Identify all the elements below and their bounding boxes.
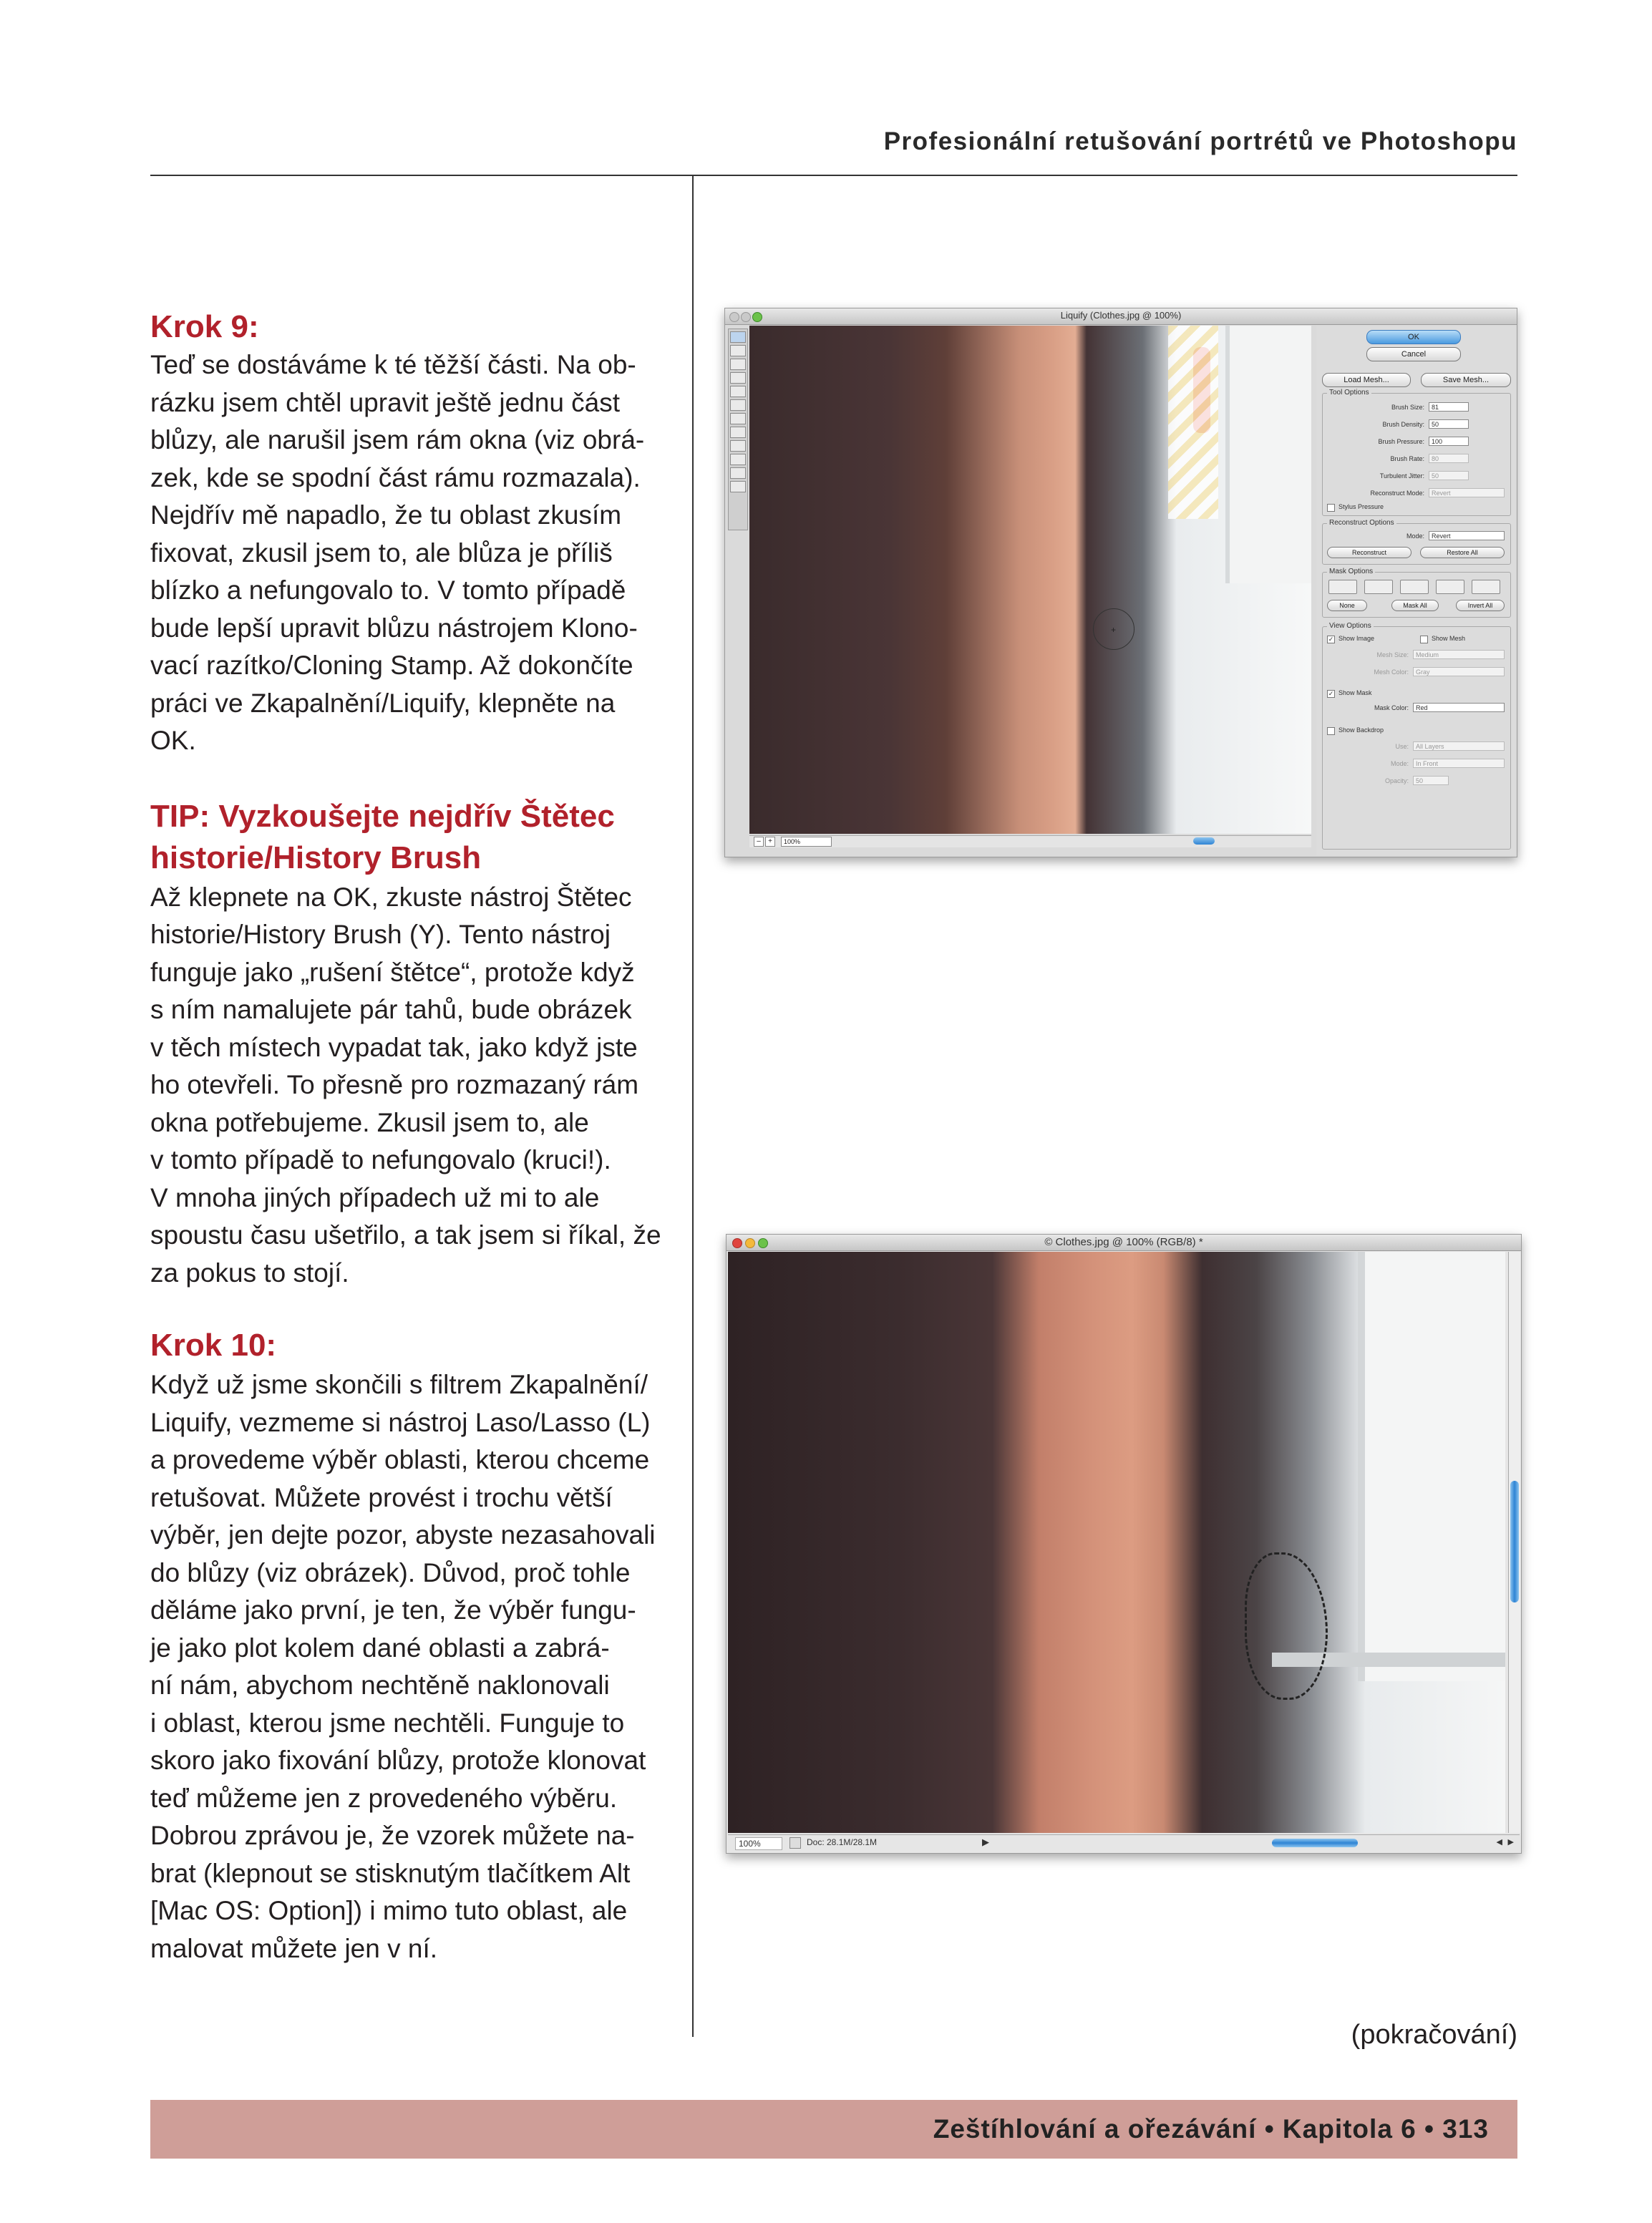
recon-mode-label: Mode: <box>1406 532 1424 540</box>
text-line: ho otevřeli. To přesně pro rozmazaný rám <box>150 1070 639 1099</box>
text-line: zek, kde se spodní část rámu rozmazala). <box>150 462 641 492</box>
text-line: teď můžeme jen z provedeného výběru. <box>150 1783 618 1813</box>
mask-options-label: Mask Options <box>1327 568 1375 575</box>
show-mask-checkbox[interactable]: ✓ <box>1328 690 1334 697</box>
text-line: Když už jsme skončili s filtrem Zkapalnění/ <box>150 1370 648 1399</box>
document-window <box>726 1234 1522 1854</box>
text-line: je jako plot kolem dané oblasti a zabrá- <box>150 1633 610 1663</box>
mask-options-group <box>1322 568 1511 618</box>
brush-pressure-label: Brush Pressure: <box>1378 438 1424 445</box>
column-divider <box>692 176 694 2037</box>
running-header: Profesionální retušování portrétů ve Photoshopu <box>883 127 1517 155</box>
text-line: Liquify, vezmeme si nástroj Laso/Lasso (L) <box>150 1407 651 1437</box>
footer-text: Zeštíhlování a ořezávání • Kapitola 6 • 313 <box>933 2114 1489 2144</box>
twirl-tool-icon[interactable] <box>730 359 746 370</box>
tip-body <box>150 879 666 1293</box>
text-line: rázku jsem chtěl upravit ještě jednu část <box>150 387 621 417</box>
intersect-selection-icon[interactable] <box>1436 580 1464 594</box>
view-options-label: View Options <box>1327 622 1374 630</box>
reconstruct-mode-select[interactable]: Revert <box>1429 488 1505 497</box>
cancel-button[interactable]: Cancel <box>1366 347 1461 361</box>
brush-rate-label: Brush Rate: <box>1390 455 1424 462</box>
bloat-tool-icon[interactable] <box>730 386 746 397</box>
turbulent-jitter-label: Turbulent Jitter: <box>1379 472 1424 480</box>
opacity-label: Opacity: <box>1384 777 1409 784</box>
show-image-label: Show Image <box>1338 635 1375 642</box>
invert-all-button[interactable]: Invert All <box>1456 600 1505 611</box>
reconstruct-mode-label: Reconstruct Mode: <box>1370 490 1424 497</box>
mask-color-select[interactable]: Red <box>1413 703 1505 712</box>
text-line: vací razítko/Cloning Stamp. Až dokončíte <box>150 651 633 680</box>
show-backdrop-checkbox[interactable] <box>1327 727 1335 735</box>
text-line: bude lepší upravit blůzu nástrojem Klono- <box>150 613 638 643</box>
zoom-field[interactable]: 100% <box>735 1837 782 1850</box>
brush-rate-field[interactable]: 80 <box>1429 454 1469 463</box>
text-line: fixovat, zkusil jsem to, ale blůza je příliš <box>150 537 613 568</box>
use-select[interactable]: All Layers <box>1413 741 1505 751</box>
freeze-mask-tool-icon[interactable] <box>730 440 746 452</box>
mesh-size-label: Mesh Size: <box>1376 651 1409 658</box>
text-line: Nejdřív mě napadlo, že tu oblast zkusím <box>150 500 622 530</box>
reconstruct-tool-icon[interactable] <box>730 345 746 356</box>
document-statusbar <box>728 1834 1520 1852</box>
tip-title <box>150 796 673 879</box>
reconstruct-options-group <box>1322 519 1511 565</box>
text-line: malovat můžete jen v ní. <box>150 1933 438 1963</box>
horizontal-scroll-thumb[interactable] <box>1272 1839 1358 1847</box>
subtract-from-selection-icon[interactable] <box>1400 580 1429 594</box>
text-line: blízko a nefungovalo to. V tomto případě <box>150 575 626 605</box>
liquify-title: Liquify (Clothes.jpg @ 100%) <box>1060 310 1182 321</box>
document-canvas[interactable] <box>728 1252 1505 1833</box>
brush-density-label: Brush Density: <box>1382 421 1424 428</box>
crosshair-icon: + <box>1111 625 1117 635</box>
scroll-right-arrow-icon[interactable]: ▶ <box>1507 1838 1514 1847</box>
text-line: Teď se dostáváme k té těžší části. Na ob- <box>150 350 636 379</box>
liquify-toolbar <box>728 329 748 530</box>
forward-warp-tool-icon[interactable] <box>730 331 746 343</box>
thaw-mask-tool-icon[interactable] <box>730 454 746 465</box>
text-line: v těch místech vypadat tak, jako když jste <box>150 1032 638 1062</box>
turbulence-tool-icon[interactable] <box>730 427 746 438</box>
h-scroll-thumb[interactable] <box>1193 837 1215 845</box>
brush-density-field[interactable]: 50 <box>1429 419 1469 429</box>
zoom-select[interactable]: 100% <box>781 837 832 847</box>
window-blind <box>1168 326 1218 519</box>
footer-bar <box>150 2100 1517 2159</box>
text-line: OK. <box>150 726 196 755</box>
add-to-selection-icon[interactable] <box>1364 580 1393 594</box>
step10-title: Krok 10: <box>150 1328 277 1363</box>
text-line: blůzy, ale narušil jsem rám okna (viz obrá- <box>150 425 645 454</box>
hand-tool-icon[interactable] <box>730 467 746 479</box>
pucker-tool-icon[interactable] <box>730 372 746 384</box>
backdrop-mode-label: Mode: <box>1390 760 1409 767</box>
liquify-preview-image[interactable] <box>749 326 1311 834</box>
text-line: i oblast, kterou jsme nechtěli. Funguje to <box>150 1708 625 1738</box>
replace-selection-icon[interactable] <box>1328 580 1357 594</box>
text-line: brat (klepnout se stisknutým tlačítkem Alt <box>150 1858 631 1888</box>
show-mesh-checkbox[interactable] <box>1420 636 1428 643</box>
header-rule <box>150 175 1517 176</box>
reconstruct-options-label: Reconstruct Options <box>1327 519 1396 527</box>
zoom-out-icon[interactable]: – <box>754 837 764 847</box>
left-column <box>150 306 673 1967</box>
mesh-color-select[interactable]: Gray <box>1413 667 1505 676</box>
text-line: Dobrou zprávou je, že vzorek můžete na- <box>150 1821 635 1850</box>
text-line: v tomto případě to nefungovalo (kruci!). <box>150 1145 611 1174</box>
text-line: V mnoha jiných případech už mi to ale <box>150 1182 600 1212</box>
doc-size-info: Doc: 28.1M/28.1M <box>807 1837 878 1847</box>
mirror-tool-icon[interactable] <box>730 413 746 424</box>
text-line: spoustu času ušetřilo, a tak jsem si říkal, že <box>150 1220 661 1250</box>
text-line: [Mac OS: Option]) i mimo tuto oblast, ale <box>150 1896 628 1925</box>
text-line: za pokus to stojí. <box>150 1258 349 1288</box>
liquify-titlebar <box>725 308 1517 325</box>
liquify-options-panel <box>1316 326 1515 855</box>
mask-color-label: Mask Color: <box>1374 704 1409 711</box>
push-left-tool-icon[interactable] <box>730 399 746 411</box>
restore-all-button[interactable]: Restore All <box>1420 547 1505 558</box>
status-arrow-icon[interactable]: ▶ <box>982 1837 989 1847</box>
status-menu-icon[interactable] <box>789 1837 801 1849</box>
text-line: s ním namalujete pár tahů, bude obrázek <box>150 995 632 1024</box>
text-line: práci ve Zkapalnění/Liquify, klepněte na <box>150 688 616 718</box>
liquify-statusbar <box>749 835 1311 847</box>
liquify-window <box>724 308 1517 857</box>
show-mask-label: Show Mask <box>1338 689 1372 696</box>
opacity-field[interactable]: 50 <box>1413 776 1449 785</box>
mask-all-button[interactable]: Mask All <box>1391 600 1439 611</box>
document-title: © Clothes.jpg @ 100% (RGB/8) * <box>1044 1236 1203 1248</box>
step10-body <box>150 1366 666 1967</box>
use-label: Use: <box>1395 743 1409 750</box>
mesh-size-select[interactable]: Medium <box>1413 650 1505 659</box>
stylus-pressure-checkbox[interactable] <box>1327 504 1335 512</box>
tool-options-group <box>1322 389 1511 516</box>
ok-button[interactable]: OK <box>1366 330 1461 344</box>
step9-body <box>150 346 666 760</box>
text-line: funguje jako „rušení štětce“, protože když <box>150 957 635 987</box>
brush-size-field[interactable]: 81 <box>1429 402 1469 412</box>
show-mesh-label: Show Mesh <box>1432 635 1466 642</box>
reconstruct-button[interactable]: Reconstruct <box>1327 547 1412 558</box>
tool-options-label: Tool Options <box>1327 389 1371 397</box>
vertical-scrollbar[interactable] <box>1508 1252 1520 1833</box>
text-line: a provedeme výběr oblasti, kterou chceme <box>150 1445 650 1474</box>
save-mesh-button[interactable]: Save Mesh... <box>1421 373 1511 387</box>
show-image-checkbox[interactable]: ✓ <box>1328 636 1334 643</box>
none-button[interactable]: None <box>1327 600 1367 611</box>
step9-title: Krok 9: <box>150 309 259 344</box>
tip-title-line2: historie/History Brush <box>150 840 482 875</box>
lasso-selection <box>1245 1552 1328 1700</box>
view-options-group <box>1322 622 1511 850</box>
text-line: retušovat. Můžete provést i trochu větší <box>150 1482 613 1512</box>
vertical-scroll-thumb[interactable] <box>1510 1481 1519 1602</box>
mesh-color-label: Mesh Color: <box>1374 668 1409 676</box>
continuation-note: (pokračování) <box>1351 2020 1517 2050</box>
text-line: okna potřebujeme. Zkusil jsem to, ale <box>150 1107 589 1137</box>
load-mesh-button[interactable]: Load Mesh... <box>1322 373 1411 387</box>
text-line: Až klepnete na OK, zkuste nástroj Štětec <box>150 882 632 912</box>
backdrop-mode-select[interactable]: In Front <box>1413 759 1505 768</box>
window-frame <box>1225 326 1311 583</box>
brush-pressure-field[interactable]: 100 <box>1429 437 1469 446</box>
tip-title-line1: TIP: Vyzkoušejte nejdřív Štětec <box>150 798 615 834</box>
stylus-pressure-label: Stylus Pressure <box>1338 503 1384 510</box>
scroll-left-arrow-icon[interactable]: ◀ <box>1496 1838 1502 1847</box>
window-frame <box>1358 1252 1505 1681</box>
document-titlebar <box>727 1235 1521 1251</box>
text-line: ní nám, abychom nechtěně naklonovali <box>150 1670 610 1700</box>
text-line: výběr, jen dejte pozor, abyste nezasahovali <box>150 1520 656 1550</box>
recon-mode-select[interactable]: Revert <box>1429 531 1505 540</box>
text-line: skoro jako fixování blůzy, protože klonovat <box>150 1746 646 1775</box>
show-backdrop-label: Show Backdrop <box>1338 726 1384 734</box>
text-line: děláme jako první, je ten, že výběr fungu- <box>150 1595 636 1625</box>
invert-selection-icon[interactable] <box>1472 580 1500 594</box>
text-line: historie/History Brush (Y). Tento nástroj <box>150 920 611 949</box>
text-line: do blůzy (viz obrázek). Důvod, proč tohle <box>150 1557 631 1587</box>
zoom-tool-icon[interactable] <box>730 481 746 492</box>
turbulent-jitter-field[interactable]: 50 <box>1429 471 1469 480</box>
brush-size-label: Brush Size: <box>1391 404 1424 411</box>
zoom-in-icon[interactable]: + <box>765 837 775 847</box>
